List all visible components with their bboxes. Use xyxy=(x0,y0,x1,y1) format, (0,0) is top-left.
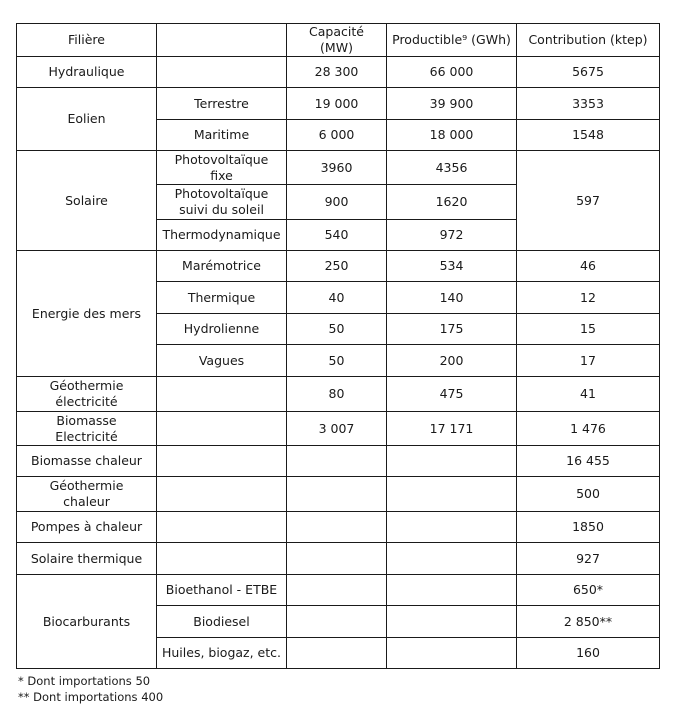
table-row xyxy=(17,575,660,606)
cell-filiere: Eolien xyxy=(17,88,157,151)
cell-contribution: 650* xyxy=(517,575,660,606)
cell-contribution: 1 476 xyxy=(517,412,660,446)
cell-productible: 200 xyxy=(387,345,517,377)
cell-capacite xyxy=(287,446,387,477)
cell-productible xyxy=(387,575,517,606)
table-row xyxy=(17,512,660,543)
table-row xyxy=(17,251,660,282)
cell-contribution: 597 xyxy=(517,151,660,251)
cell-productible: 534 xyxy=(387,251,517,282)
cell-capacite: 3 007 xyxy=(287,412,387,446)
cell-contribution: 17 xyxy=(517,345,660,377)
cell-sub xyxy=(157,57,287,88)
header-productible: Productible⁹ (GWh) xyxy=(387,24,517,57)
cell-filiere: Pompes à chaleur xyxy=(17,512,157,543)
cell-capacite: 250 xyxy=(287,251,387,282)
table-row xyxy=(17,151,660,185)
cell-contribution: 927 xyxy=(517,543,660,575)
cell-productible: 39 900 xyxy=(387,88,517,120)
cell-sub xyxy=(157,377,287,412)
cell-filiere: Hydraulique xyxy=(17,57,157,88)
cell-contribution: 5675 xyxy=(517,57,660,88)
cell-capacite: 28 300 xyxy=(287,57,387,88)
cell-filiere: Solaire thermique xyxy=(17,543,157,575)
cell-sub: Vagues xyxy=(157,345,287,377)
cell-productible xyxy=(387,477,517,512)
table-row xyxy=(17,446,660,477)
cell-sub: Marémotrice xyxy=(157,251,287,282)
cell-contribution: 16 455 xyxy=(517,446,660,477)
cell-productible: 17 171 xyxy=(387,412,517,446)
header-capacite: Capacité (MW) xyxy=(287,24,387,57)
cell-contribution: 46 xyxy=(517,251,660,282)
cell-capacite: 80 xyxy=(287,377,387,412)
cell-productible: 175 xyxy=(387,314,517,345)
cell-contribution: 500 xyxy=(517,477,660,512)
cell-contribution: 160 xyxy=(517,638,660,669)
cell-filiere: Géothermie électricité xyxy=(17,377,157,412)
cell-sub xyxy=(157,543,287,575)
footnote-1: * Dont importations 50 xyxy=(18,674,151,688)
cell-sub: Terrestre xyxy=(157,88,287,120)
header-filiere: Filière xyxy=(17,24,157,57)
cell-sub: Photovoltaïque suivi du soleil xyxy=(157,185,287,220)
cell-capacite xyxy=(287,543,387,575)
cell-capacite: 40 xyxy=(287,282,387,314)
cell-contribution: 12 xyxy=(517,282,660,314)
cell-productible: 18 000 xyxy=(387,120,517,151)
energy-contribution-table xyxy=(16,23,660,669)
cell-capacite: 540 xyxy=(287,220,387,251)
cell-capacite: 50 xyxy=(287,314,387,345)
cell-sub xyxy=(157,477,287,512)
header-contribution: Contribution (ktep) xyxy=(517,24,660,57)
table-row xyxy=(17,412,660,446)
cell-filiere: Géothermie chaleur xyxy=(17,477,157,512)
cell-contribution: 1850 xyxy=(517,512,660,543)
cell-capacite xyxy=(287,606,387,638)
cell-capacite xyxy=(287,512,387,543)
header-sub-type xyxy=(157,24,287,57)
table-row xyxy=(17,543,660,575)
cell-filiere: Biomasse chaleur xyxy=(17,446,157,477)
cell-filiere: Solaire xyxy=(17,151,157,251)
table-header-row xyxy=(17,24,660,57)
cell-sub: Thermodynamique xyxy=(157,220,287,251)
cell-productible: 140 xyxy=(387,282,517,314)
cell-contribution: 41 xyxy=(517,377,660,412)
table-row xyxy=(17,88,660,120)
cell-sub: Bioethanol - ETBE xyxy=(157,575,287,606)
cell-sub: Photovoltaïque fixe xyxy=(157,151,287,185)
cell-capacite: 50 xyxy=(287,345,387,377)
cell-sub: Hydrolienne xyxy=(157,314,287,345)
cell-filiere: Biomasse Electricité xyxy=(17,412,157,446)
cell-capacite: 900 xyxy=(287,185,387,220)
cell-productible xyxy=(387,512,517,543)
table-row xyxy=(17,477,660,512)
table-row xyxy=(17,377,660,412)
cell-capacite xyxy=(287,477,387,512)
cell-capacite: 3960 xyxy=(287,151,387,185)
cell-capacite: 19 000 xyxy=(287,88,387,120)
cell-capacite: 6 000 xyxy=(287,120,387,151)
cell-sub: Biodiesel xyxy=(157,606,287,638)
cell-productible: 475 xyxy=(387,377,517,412)
cell-contribution: 2 850** xyxy=(517,606,660,638)
cell-sub xyxy=(157,446,287,477)
cell-productible: 66 000 xyxy=(387,57,517,88)
cell-capacite xyxy=(287,575,387,606)
cell-productible: 972 xyxy=(387,220,517,251)
cell-sub xyxy=(157,512,287,543)
cell-productible: 1620 xyxy=(387,185,517,220)
cell-contribution: 15 xyxy=(517,314,660,345)
cell-sub: Thermique xyxy=(157,282,287,314)
cell-contribution: 3353 xyxy=(517,88,660,120)
cell-productible xyxy=(387,606,517,638)
cell-contribution: 1548 xyxy=(517,120,660,151)
footnote-2: ** Dont importations 400 xyxy=(18,690,164,704)
cell-productible xyxy=(387,638,517,669)
cell-capacite xyxy=(287,638,387,669)
cell-sub: Maritime xyxy=(157,120,287,151)
cell-productible xyxy=(387,446,517,477)
table-row xyxy=(17,57,660,88)
cell-productible xyxy=(387,543,517,575)
cell-productible: 4356 xyxy=(387,151,517,185)
footnotes xyxy=(18,673,163,705)
cell-sub xyxy=(157,412,287,446)
cell-filiere: Biocarburants xyxy=(17,575,157,669)
cell-sub: Huiles, biogaz, etc. xyxy=(157,638,287,669)
cell-filiere: Energie des mers xyxy=(17,251,157,377)
